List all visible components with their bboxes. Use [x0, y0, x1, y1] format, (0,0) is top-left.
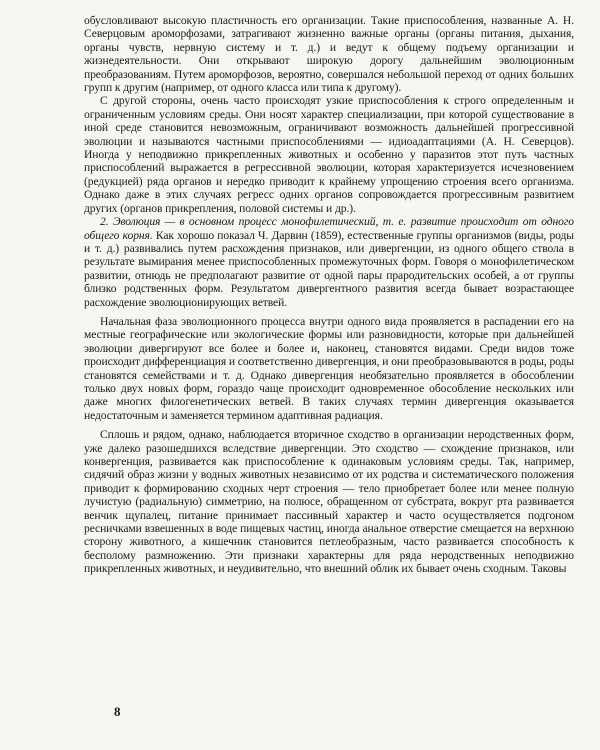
page-number: 8	[114, 704, 121, 719]
paragraph-monophyletic-italic-lead: 2. Эволюция — в основном процесс монофилетический, т. е. развитие происходит от одного общего корня.	[84, 215, 574, 242]
paragraph-monophyletic-body: Как хорошо показал Ч. Дарвин (1859), естественные группы организмов (виды, роды и т. д.) развивались путем расхождения признаков, или дивергенции, из одного общего ствола в результате вымирания менее приспособленных промежуточных форм. Говоря о монофилетическом развитии, отнюдь не предполагают развитие от одной пары прародительских особей, а от группы близко родственных форм. Результатом дивергентного развития всегда бывает возрастающее расхождение эволюционирующих ветвей.	[84, 228, 574, 309]
paragraph-monophyletic	[84, 215, 574, 309]
paragraph-idioadaptations: С другой стороны, очень часто происходят узкие приспособления к строго определенным и ограниченным условиям среды. Они носят характер специализации, при которой существование в иной среде становится невозможным, ограничивают возможность дальнейшей прогрессивной эволюции и называются частными приспособлениями — идиоадаптациями (А. Н. Северцов). Иногда у неподвижно прикрепленных животных и особенно у паразитов этот путь частных приспособлений выражается в регрессивной эволюции, которая характеризуется исчезновением (редукцией) ряда органов и нередко приводит к крайнему упрощению строения всего организма. Однако даже в этих случаях регресс одних органов сопровождается прогрессивным развитием других (органов прикрепления, половой системы и др.).	[84, 94, 574, 215]
paragraph-aromorphoses: обусловливают высокую пластичность его организации. Такие приспособления, названные А. Н. Северцовым ароморфозами, затрагивают жизненно важные органы (органы питания, дыхания, органы чувств, нервную систему и т. д.) и ведут к общему подъему организации и жизнедеятельности. Они открывают широкую дорогу дальнейшим эволюционным преобразованиям. Путем ароморфозов, вероятно, совершался небольшой переход от одних больших групп к другим (например, от одного класса или типа к другому).	[84, 14, 574, 95]
paragraph-convergence: Сплошь и рядом, однако, наблюдается вторичное сходство в организации неродственных форм, уже далеко разошедшихся вследствие дивергенции. Это сходство — схождение признаков, или конвергенция, развивается как приспособление к одинаковым условиям среды. Так, например, сидячий образ жизни у водных животных независимо от их родства и систематического положения приводит к формированию сходных черт строения — тело приобретает более или менее полную лучистую (радиальную) симметрию, на полюсе, обращенном от субстрата, вокруг рта развивается венчик щупалец, питание принимает пассивный характер и часто осуществляется подгоном ресничками взвешенных в воде пищевых частиц, иногда анальное отверстие смещается на верхнюю сторону животного, а кишечник становится петлеобразным, часто развивается способность к бесполому размножению. Эти признаки характерны для ряда неродственных неподвижно прикрепленных животных, и неудивительно, что внешний облик их бывает очень сходным. Таковы	[84, 428, 574, 576]
paragraph-divergence: Начальная фаза эволюционного процесса внутри одного вида проявляется в распадении его на местные географические или экологические формы или разновидности, которые при дальнейшей эволюции дивергируют все более и более и, наконец, становятся видами. Среди видов тоже происходит дифференциация и соответственно дивергенция, и они преобразовываются в роды, роды становятся семействами и т. д. Однако дивергенция необязательно проявляется в обособлении только двух новых форм, гораздо чаще происходит одновременное обособление нескольких или даже многих филогенетических ветвей. В таких случаях термин дивергенция оказывается недостаточным и заменяется термином адаптивная радиация.	[84, 314, 574, 422]
